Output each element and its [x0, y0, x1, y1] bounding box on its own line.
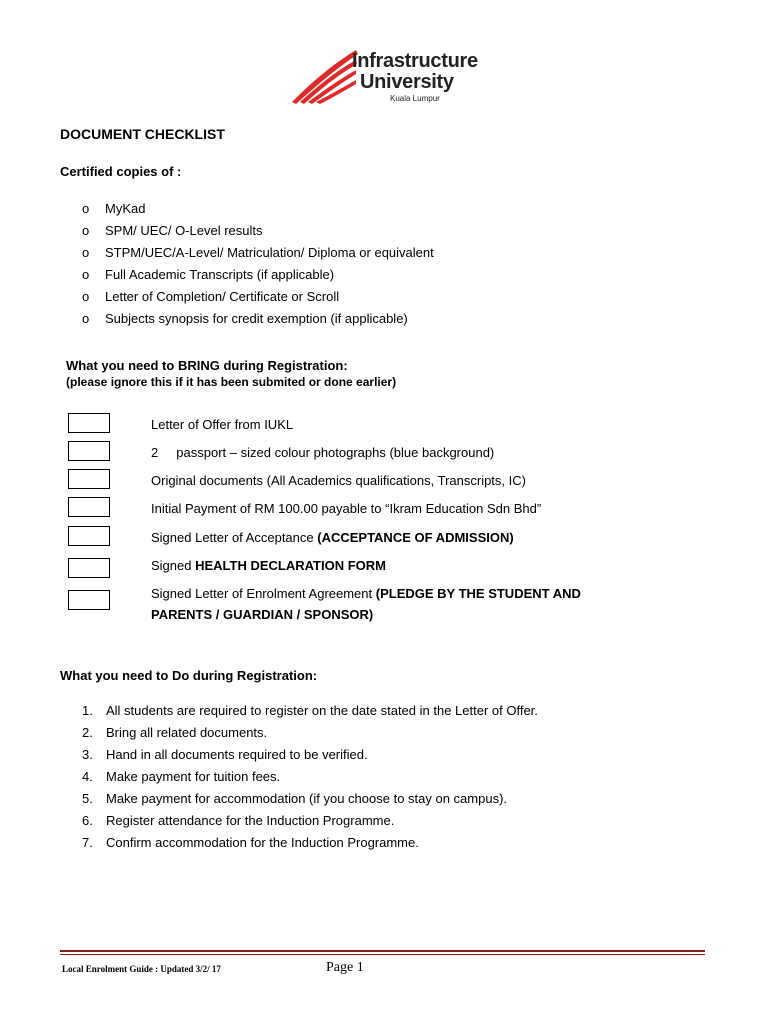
footer-guide-label: Local Enrolment Guide : Updated 3/2/ 17: [62, 964, 221, 974]
checkbox-photographs[interactable]: [68, 441, 110, 461]
page-number: Page 1: [326, 960, 364, 975]
list-item: o SPM/ UEC/ O-Level results: [82, 220, 434, 242]
certified-list: [82, 198, 434, 330]
list-item: o Letter of Completion/ Certificate or Scroll: [82, 286, 434, 308]
logo-line2: University: [360, 71, 454, 93]
list-item: 2. Bring all related documents.: [82, 725, 268, 740]
checkbox-enrolment-agreement[interactable]: [68, 590, 110, 610]
list-item: 6. Register attendance for the Induction Programme.: [82, 813, 395, 828]
bullet-icon: o: [82, 245, 90, 260]
do-heading: What you need to Do during Registration:: [60, 668, 318, 683]
list-item: o STPM/UEC/A-Level/ Matriculation/ Diploma or equivalent: [82, 242, 434, 264]
bullet-icon: o: [82, 201, 90, 216]
bring-item-letter-of-acceptance: Signed Letter of Acceptance (ACCEPTANCE OF ADMISSION): [151, 530, 514, 545]
checkbox-original-documents[interactable]: [68, 469, 110, 489]
checkbox-letter-of-offer[interactable]: [68, 413, 110, 433]
bring-item-letter-of-offer: Letter of Offer from IUKL: [151, 417, 294, 432]
bring-item-enrolment-agreement: Signed Letter of Enrolment Agreement (PLEDGE BY THE STUDENT AND PARENTS / GUARDIAN / SPONSOR): [151, 586, 581, 622]
bullet-icon: o: [82, 223, 90, 238]
list-item: 1. All students are required to register on the date stated in the Letter of Offer.: [82, 703, 538, 718]
list-item: 7. Confirm accommodation for the Induction Programme.: [82, 835, 419, 850]
logo-line3: Kuala Lumpur: [390, 94, 440, 103]
list-item: 5. Make payment for accommodation (if you choose to stay on campus).: [82, 791, 508, 806]
bullet-icon: o: [82, 289, 90, 304]
checkbox-health-declaration[interactable]: [68, 558, 110, 578]
university-logo: [290, 44, 480, 106]
bring-item-original-documents: Original documents (All Academics qualifications, Transcripts, IC): [151, 473, 526, 488]
bring-note: (please ignore this if it has been submited or done earlier): [66, 375, 397, 389]
logo-swoosh-icon: [290, 44, 360, 106]
list-item: 4. Make payment for tuition fees.: [82, 769, 281, 784]
checkbox-letter-of-acceptance[interactable]: [68, 526, 110, 546]
do-list: [82, 700, 538, 854]
bring-item-photographs: 2 passport – sized colour photographs (blue background): [151, 445, 495, 460]
list-item: o MyKad: [82, 198, 434, 220]
certified-heading: Certified copies of :: [60, 164, 182, 179]
checkbox-initial-payment[interactable]: [68, 497, 110, 517]
logo-line1: Infrastructure: [352, 50, 478, 72]
list-item: o Full Academic Transcripts (if applicable): [82, 264, 434, 286]
bullet-icon: o: [82, 311, 90, 326]
bullet-icon: o: [82, 267, 90, 282]
bring-item-health-declaration: Signed HEALTH DECLARATION FORM: [151, 558, 386, 573]
document-title: DOCUMENT CHECKLIST: [60, 126, 225, 142]
bring-heading: What you need to BRING during Registration:: [66, 358, 348, 373]
list-item: o Subjects synopsis for credit exemption (if applicable): [82, 308, 434, 330]
list-item: 3. Hand in all documents required to be verified.: [82, 747, 368, 762]
footer-divider: [60, 950, 705, 952]
footer-divider-thin: [60, 954, 705, 955]
bring-item-initial-payment: Initial Payment of RM 100.00 payable to “Ikram Education Sdn Bhd”: [151, 501, 542, 516]
